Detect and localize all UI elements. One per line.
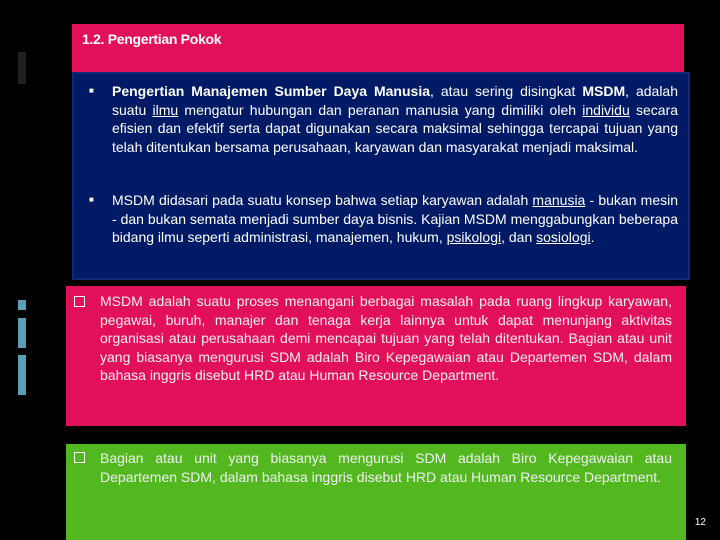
decorative-bar <box>18 355 26 395</box>
checkbox-bullet-icon <box>74 452 85 463</box>
decorative-bar <box>18 318 26 348</box>
page-number: 12 <box>694 517 706 528</box>
square-bullet-icon: ■ <box>89 195 94 204</box>
link-individu[interactable]: individu <box>582 101 630 118</box>
checkbox-bullet-icon <box>74 296 85 307</box>
slide-title: 1.2. Pengertian Pokok <box>82 31 222 47</box>
square-bullet-icon: ■ <box>89 86 94 95</box>
term-msdm: MSDM <box>582 83 626 99</box>
decorative-bar <box>18 52 26 84</box>
link-manusia[interactable]: manusia <box>532 192 586 208</box>
link-psikologi[interactable]: psikologi <box>446 229 502 245</box>
department-paragraph: Bagian atau unit yang biasanya mengurusi SDM adalah Biro Kepegawaian atau Departemen SDM, dalam bahasa inggris disebut HRD atau Human Resource Department. <box>100 450 672 485</box>
definition-paragraph-1: Pengertian Manajemen Sumber Daya Manusia, atau sering disingkat MSDM, adalah suatu ilmu mengatur hubungan dan peranan manusia yang dimiliki oleh individu secara efisien dan efektif serta dapat digunakan secara maksimal sehingga tercapai tujuan yang telah ditentukan bersama perusahaan, karyawan dan masyarakat menjadi maksimal. <box>112 83 679 155</box>
link-sosiologi[interactable]: sosiologi <box>536 229 591 245</box>
link-ilmu[interactable]: ilmu <box>152 101 179 118</box>
decorative-bar <box>18 300 26 310</box>
definition-paragraph-2: MSDM didasari pada suatu konsep bahwa setiap karyawan adalah manusia - bukan mesin - dan bukan semata menjadi sumber daya bisnis. Kajian MSDM menggabungkan beberapa bidang ilmu seperti administrasi, manajemen, hukum, psikologi, dan sosiologi. <box>112 192 678 245</box>
term-msdm-full: Pengertian Manajemen Sumber Daya Manusia <box>112 83 431 99</box>
process-paragraph: MSDM adalah suatu proses menangani berbagai masalah pada ruang lingkup karyawan, pegawai, buruh, manajer dan tenaga kerja lainnya untuk dapat menunjang aktivitas organisasi atau perusahaan demi mencapai tujuan yang telah ditentukan. Bagian atau unit yang biasanya mengurusi SDM adalah Biro Kepegawaian atau Departemen SDM, dalam bahasa inggris disebut HRD atau Human Resource Department. <box>100 293 672 383</box>
